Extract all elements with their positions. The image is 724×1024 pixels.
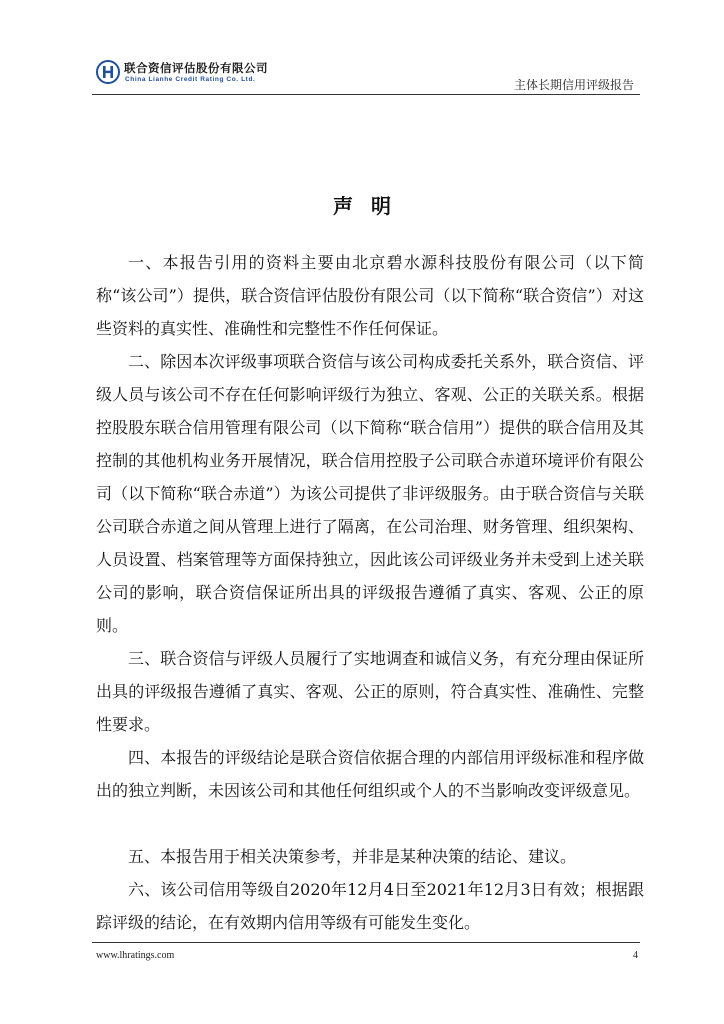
statement-paragraph-6: 六、该公司信用等级自2020年12月4日至2021年12月3日有效；根据跟踪评级的结论，在有效期内信用等级有可能发生变化。 bbox=[96, 880, 644, 932]
statement-paragraph-2: 二、除因本次评级事项联合资信与该公司构成委托关系外，联合资信、评级人员与该公司不存在任何影响评级行为独立、客观、公正的关联关系。根据控股股东联合信用管理有限公司（以下简称“联合信用”）提供的联合信用及其控制的其他机构业务开展情况，联合信用控股子公司联合赤道环境评价有限公司（以下简称“联合赤道”）为该公司提供了非评级服务。由于联合资信与关联公司联合赤道之间从管理上进行了隔离，在公司治理、财务管理、组织架构、人员设置、档案管理等方面保持独立，因此该公司评级业务并未受到上述关联公司的影响，联合资信保证所出具的评级报告遵循了真实、客观、公正的原则。 bbox=[96, 352, 644, 635]
statement-paragraph-1: 一、本报告引用的资料主要由北京碧水源科技股份有限公司（以下简称“该公司”）提供，联合资信评估股份有限公司（以下简称“联合资信”）对这些资料的真实性、准确性和完整性不作任何保证。 bbox=[96, 253, 644, 338]
statement-paragraph-4: 四、本报告的评级结论是联合资信依据合理的内部信用评级标准和程序做出的独立判断，未因该公司和其他任何组织或个人的不当影响改变评级意见。 bbox=[96, 748, 644, 800]
company-name-cn: 联合资信评估股份有限公司 bbox=[124, 61, 268, 75]
header-divider bbox=[92, 94, 640, 95]
page-title: 声明 bbox=[333, 194, 409, 218]
page-number: 4 bbox=[633, 950, 638, 961]
page-header bbox=[92, 56, 640, 96]
footer-website-link[interactable]: www.lhratings.com bbox=[96, 950, 175, 961]
statement-paragraph-3: 三、联合资信与评级人员履行了实地调查和诚信义务，有充分理由保证所出具的评级报告遵循了真实、客观、公正的原则，符合真实性、准确性、完整性要求。 bbox=[96, 649, 644, 734]
statement-paragraph-5: 五、本报告用于相关决策参考，并非是某种决策的结论、建议。 bbox=[128, 847, 577, 866]
company-name-en: China Lianhe Credit Rating Co. Ltd. bbox=[125, 76, 256, 83]
company-logo-icon bbox=[96, 60, 120, 84]
report-type-label: 主体长期信用评级报告 bbox=[513, 78, 634, 92]
footer-divider bbox=[92, 942, 640, 943]
